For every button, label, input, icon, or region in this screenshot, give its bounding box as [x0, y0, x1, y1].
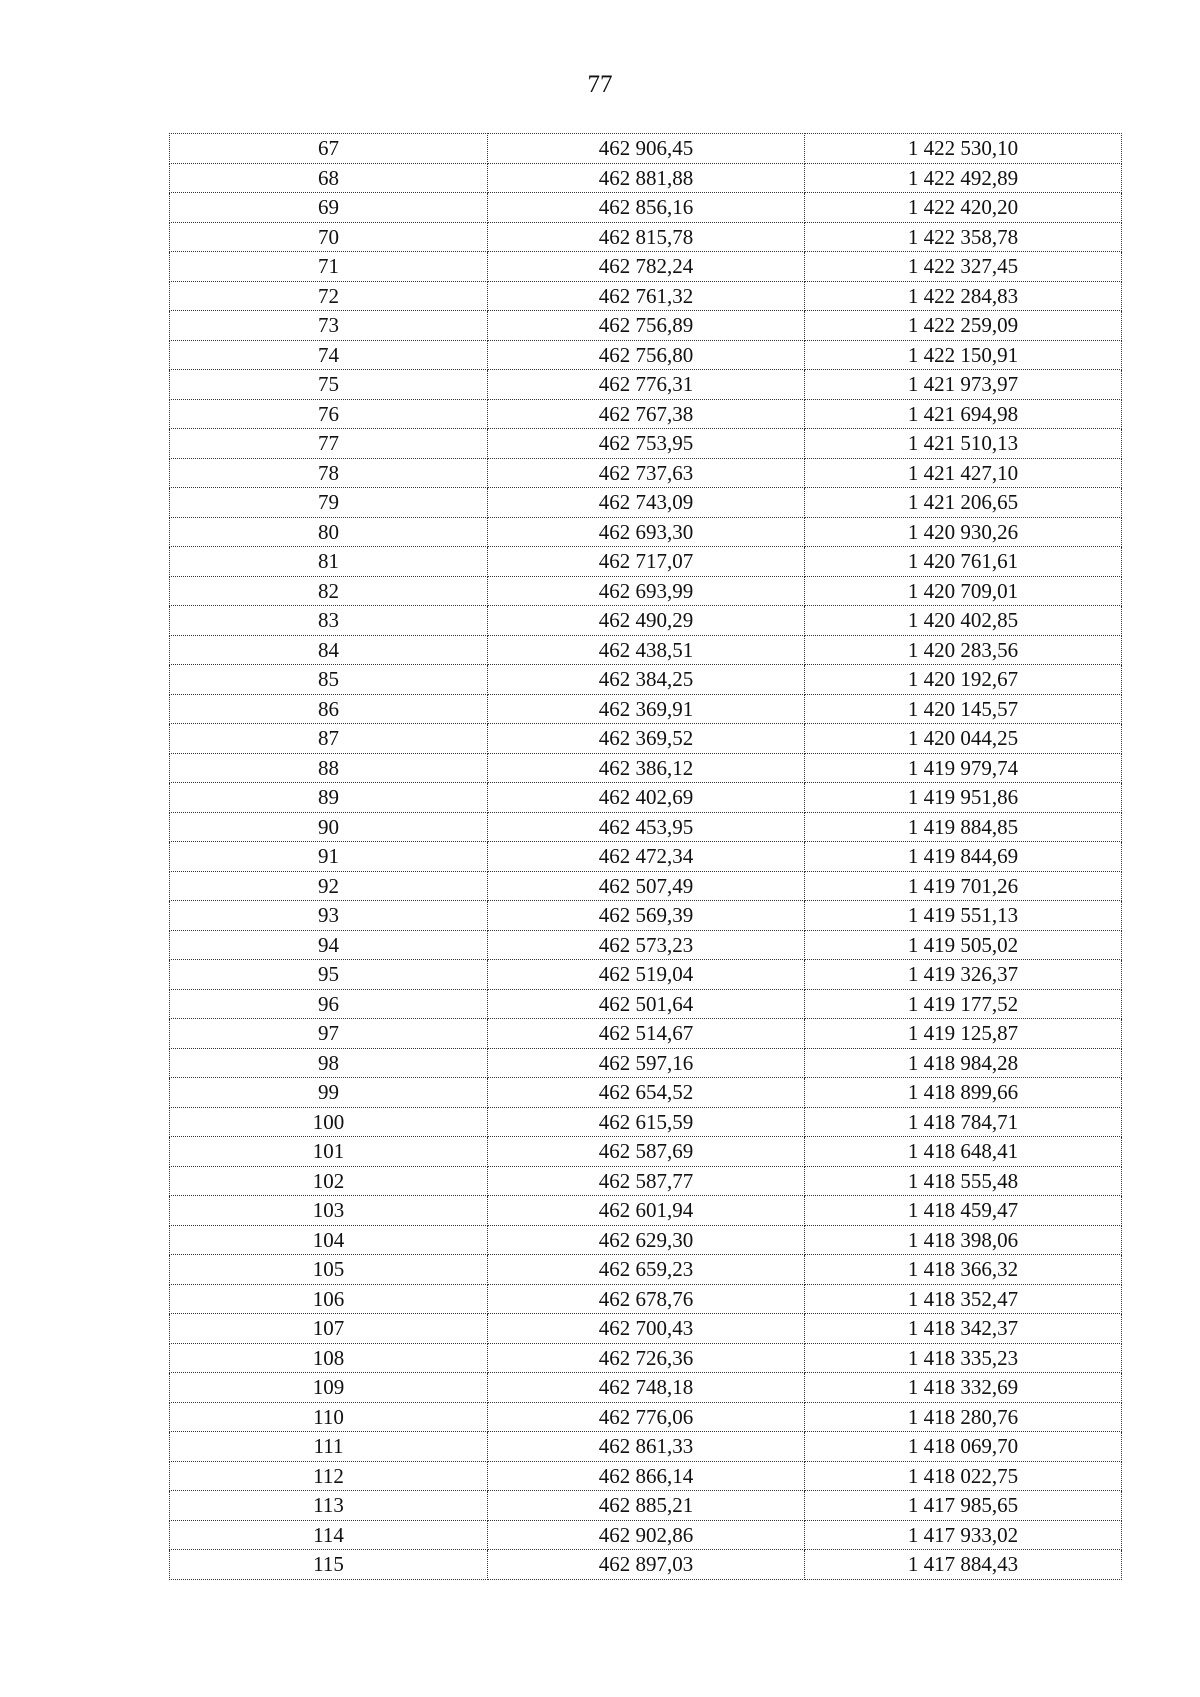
x-coordinate-cell: 462 453,95	[488, 812, 805, 842]
table-row	[170, 665, 1122, 695]
x-coordinate-cell: 462 501,64	[488, 989, 805, 1019]
y-coordinate-cell: 1 419 701,26	[805, 871, 1122, 901]
y-coordinate-cell: 1 421 427,10	[805, 458, 1122, 488]
point-number-cell: 74	[170, 340, 488, 370]
table-row	[170, 812, 1122, 842]
point-number-cell: 93	[170, 901, 488, 931]
point-number-cell: 86	[170, 694, 488, 724]
x-coordinate-cell: 462 384,25	[488, 665, 805, 695]
x-coordinate-cell: 462 782,24	[488, 252, 805, 282]
x-coordinate-cell: 462 856,16	[488, 193, 805, 223]
table-row	[170, 1196, 1122, 1226]
x-coordinate-cell: 462 726,36	[488, 1343, 805, 1373]
y-coordinate-cell: 1 418 335,23	[805, 1343, 1122, 1373]
y-coordinate-cell: 1 420 930,26	[805, 517, 1122, 547]
point-number-cell: 76	[170, 399, 488, 429]
point-number-cell: 88	[170, 753, 488, 783]
table-row	[170, 1078, 1122, 1108]
table-row	[170, 340, 1122, 370]
point-number-cell: 69	[170, 193, 488, 223]
y-coordinate-cell: 1 419 979,74	[805, 753, 1122, 783]
y-coordinate-cell: 1 418 984,28	[805, 1048, 1122, 1078]
table-row	[170, 1314, 1122, 1344]
point-number-cell: 79	[170, 488, 488, 518]
x-coordinate-cell: 462 629,30	[488, 1225, 805, 1255]
y-coordinate-cell: 1 420 402,85	[805, 606, 1122, 636]
point-number-cell: 90	[170, 812, 488, 842]
point-number-cell: 98	[170, 1048, 488, 1078]
table-row	[170, 1166, 1122, 1196]
point-number-cell: 67	[170, 134, 488, 164]
y-coordinate-cell: 1 421 694,98	[805, 399, 1122, 429]
point-number-cell: 115	[170, 1550, 488, 1580]
point-number-cell: 110	[170, 1402, 488, 1432]
point-number-cell: 70	[170, 222, 488, 252]
y-coordinate-cell: 1 420 145,57	[805, 694, 1122, 724]
point-number-cell: 84	[170, 635, 488, 665]
y-coordinate-cell: 1 418 648,41	[805, 1137, 1122, 1167]
point-number-cell: 114	[170, 1520, 488, 1550]
point-number-cell: 100	[170, 1107, 488, 1137]
table-row	[170, 1107, 1122, 1137]
y-coordinate-cell: 1 417 933,02	[805, 1520, 1122, 1550]
table-row	[170, 724, 1122, 754]
point-number-cell: 71	[170, 252, 488, 282]
point-number-cell: 82	[170, 576, 488, 606]
x-coordinate-cell: 462 659,23	[488, 1255, 805, 1285]
x-coordinate-cell: 462 519,04	[488, 960, 805, 990]
y-coordinate-cell: 1 422 150,91	[805, 340, 1122, 370]
x-coordinate-cell: 462 761,32	[488, 281, 805, 311]
y-coordinate-cell: 1 418 784,71	[805, 1107, 1122, 1137]
point-number-cell: 111	[170, 1432, 488, 1462]
x-coordinate-cell: 462 743,09	[488, 488, 805, 518]
point-number-cell: 103	[170, 1196, 488, 1226]
table-row	[170, 1550, 1122, 1580]
y-coordinate-cell: 1 422 284,83	[805, 281, 1122, 311]
point-number-cell: 80	[170, 517, 488, 547]
table-row	[170, 252, 1122, 282]
x-coordinate-cell: 462 756,89	[488, 311, 805, 341]
point-number-cell: 108	[170, 1343, 488, 1373]
table-row	[170, 1255, 1122, 1285]
x-coordinate-cell: 462 756,80	[488, 340, 805, 370]
table-row	[170, 1048, 1122, 1078]
point-number-cell: 91	[170, 842, 488, 872]
x-coordinate-cell: 462 507,49	[488, 871, 805, 901]
page-number: 77	[587, 71, 613, 98]
y-coordinate-cell: 1 419 177,52	[805, 989, 1122, 1019]
x-coordinate-cell: 462 615,59	[488, 1107, 805, 1137]
x-coordinate-cell: 462 885,21	[488, 1491, 805, 1521]
x-coordinate-cell: 462 776,31	[488, 370, 805, 400]
x-coordinate-cell: 462 402,69	[488, 783, 805, 813]
x-coordinate-cell: 462 678,76	[488, 1284, 805, 1314]
y-coordinate-cell: 1 422 358,78	[805, 222, 1122, 252]
y-coordinate-cell: 1 419 326,37	[805, 960, 1122, 990]
table-row	[170, 576, 1122, 606]
point-number-cell: 73	[170, 311, 488, 341]
table-row	[170, 1137, 1122, 1167]
table-row	[170, 222, 1122, 252]
x-coordinate-cell: 462 601,94	[488, 1196, 805, 1226]
point-number-cell: 92	[170, 871, 488, 901]
point-number-cell: 75	[170, 370, 488, 400]
y-coordinate-cell: 1 422 492,89	[805, 163, 1122, 193]
point-number-cell: 68	[170, 163, 488, 193]
x-coordinate-cell: 462 737,63	[488, 458, 805, 488]
y-coordinate-cell: 1 422 530,10	[805, 134, 1122, 164]
table-row	[170, 517, 1122, 547]
table-row	[170, 1225, 1122, 1255]
y-coordinate-cell: 1 418 366,32	[805, 1255, 1122, 1285]
y-coordinate-cell: 1 418 555,48	[805, 1166, 1122, 1196]
table-row	[170, 1491, 1122, 1521]
table-row	[170, 842, 1122, 872]
y-coordinate-cell: 1 419 551,13	[805, 901, 1122, 931]
y-coordinate-cell: 1 420 761,61	[805, 547, 1122, 577]
x-coordinate-cell: 462 776,06	[488, 1402, 805, 1432]
table-row	[170, 370, 1122, 400]
table-row	[170, 871, 1122, 901]
y-coordinate-cell: 1 419 884,85	[805, 812, 1122, 842]
y-coordinate-cell: 1 418 280,76	[805, 1402, 1122, 1432]
y-coordinate-cell: 1 422 420,20	[805, 193, 1122, 223]
table-row	[170, 399, 1122, 429]
y-coordinate-cell: 1 419 125,87	[805, 1019, 1122, 1049]
table-row	[170, 989, 1122, 1019]
table-row	[170, 783, 1122, 813]
y-coordinate-cell: 1 420 709,01	[805, 576, 1122, 606]
y-coordinate-cell: 1 418 069,70	[805, 1432, 1122, 1462]
point-number-cell: 94	[170, 930, 488, 960]
point-number-cell: 109	[170, 1373, 488, 1403]
point-number-cell: 107	[170, 1314, 488, 1344]
x-coordinate-cell: 462 902,86	[488, 1520, 805, 1550]
x-coordinate-cell: 462 597,16	[488, 1048, 805, 1078]
point-number-cell: 95	[170, 960, 488, 990]
point-number-cell: 102	[170, 1166, 488, 1196]
x-coordinate-cell: 462 693,30	[488, 517, 805, 547]
x-coordinate-cell: 462 881,88	[488, 163, 805, 193]
point-number-cell: 78	[170, 458, 488, 488]
y-coordinate-cell: 1 418 899,66	[805, 1078, 1122, 1108]
table-row	[170, 547, 1122, 577]
x-coordinate-cell: 462 700,43	[488, 1314, 805, 1344]
y-coordinate-cell: 1 420 044,25	[805, 724, 1122, 754]
x-coordinate-cell: 462 587,77	[488, 1166, 805, 1196]
y-coordinate-cell: 1 417 985,65	[805, 1491, 1122, 1521]
point-number-cell: 105	[170, 1255, 488, 1285]
x-coordinate-cell: 462 587,69	[488, 1137, 805, 1167]
point-number-cell: 87	[170, 724, 488, 754]
y-coordinate-cell: 1 421 510,13	[805, 429, 1122, 459]
point-number-cell: 101	[170, 1137, 488, 1167]
table-row	[170, 488, 1122, 518]
x-coordinate-cell: 462 815,78	[488, 222, 805, 252]
x-coordinate-cell: 462 717,07	[488, 547, 805, 577]
y-coordinate-cell: 1 421 973,97	[805, 370, 1122, 400]
x-coordinate-cell: 462 654,52	[488, 1078, 805, 1108]
table-row	[170, 930, 1122, 960]
y-coordinate-cell: 1 418 332,69	[805, 1373, 1122, 1403]
point-number-cell: 89	[170, 783, 488, 813]
point-number-cell: 96	[170, 989, 488, 1019]
y-coordinate-cell: 1 422 259,09	[805, 311, 1122, 341]
x-coordinate-cell: 462 386,12	[488, 753, 805, 783]
point-number-cell: 81	[170, 547, 488, 577]
table-row	[170, 134, 1122, 164]
y-coordinate-cell: 1 422 327,45	[805, 252, 1122, 282]
table-row	[170, 901, 1122, 931]
y-coordinate-cell: 1 420 192,67	[805, 665, 1122, 695]
point-number-cell: 106	[170, 1284, 488, 1314]
x-coordinate-cell: 462 753,95	[488, 429, 805, 459]
x-coordinate-cell: 462 369,91	[488, 694, 805, 724]
y-coordinate-cell: 1 418 352,47	[805, 1284, 1122, 1314]
table-row	[170, 458, 1122, 488]
coordinates-table-body	[170, 134, 1122, 1580]
x-coordinate-cell: 462 369,52	[488, 724, 805, 754]
table-row	[170, 193, 1122, 223]
table-row	[170, 1432, 1122, 1462]
point-number-cell: 104	[170, 1225, 488, 1255]
y-coordinate-cell: 1 419 951,86	[805, 783, 1122, 813]
table-row	[170, 635, 1122, 665]
x-coordinate-cell: 462 514,67	[488, 1019, 805, 1049]
table-row	[170, 1373, 1122, 1403]
point-number-cell: 97	[170, 1019, 488, 1049]
y-coordinate-cell: 1 420 283,56	[805, 635, 1122, 665]
x-coordinate-cell: 462 438,51	[488, 635, 805, 665]
table-row	[170, 960, 1122, 990]
x-coordinate-cell: 462 906,45	[488, 134, 805, 164]
y-coordinate-cell: 1 419 844,69	[805, 842, 1122, 872]
y-coordinate-cell: 1 418 398,06	[805, 1225, 1122, 1255]
y-coordinate-cell: 1 421 206,65	[805, 488, 1122, 518]
table-row	[170, 1343, 1122, 1373]
table-row	[170, 1461, 1122, 1491]
x-coordinate-cell: 462 490,29	[488, 606, 805, 636]
table-row	[170, 694, 1122, 724]
y-coordinate-cell: 1 419 505,02	[805, 930, 1122, 960]
table-row	[170, 1019, 1122, 1049]
point-number-cell: 72	[170, 281, 488, 311]
table-row	[170, 1284, 1122, 1314]
table-row	[170, 753, 1122, 783]
point-number-cell: 83	[170, 606, 488, 636]
point-number-cell: 113	[170, 1491, 488, 1521]
x-coordinate-cell: 462 472,34	[488, 842, 805, 872]
x-coordinate-cell: 462 866,14	[488, 1461, 805, 1491]
y-coordinate-cell: 1 418 342,37	[805, 1314, 1122, 1344]
y-coordinate-cell: 1 417 884,43	[805, 1550, 1122, 1580]
x-coordinate-cell: 462 569,39	[488, 901, 805, 931]
table-row	[170, 281, 1122, 311]
x-coordinate-cell: 462 767,38	[488, 399, 805, 429]
y-coordinate-cell: 1 418 022,75	[805, 1461, 1122, 1491]
point-number-cell: 85	[170, 665, 488, 695]
point-number-cell: 112	[170, 1461, 488, 1491]
x-coordinate-cell: 462 897,03	[488, 1550, 805, 1580]
x-coordinate-cell: 462 573,23	[488, 930, 805, 960]
table-row	[170, 429, 1122, 459]
table-row	[170, 606, 1122, 636]
table-row	[170, 1402, 1122, 1432]
table-row	[170, 163, 1122, 193]
table-row	[170, 1520, 1122, 1550]
point-number-cell: 77	[170, 429, 488, 459]
point-number-cell: 99	[170, 1078, 488, 1108]
x-coordinate-cell: 462 861,33	[488, 1432, 805, 1462]
x-coordinate-cell: 462 748,18	[488, 1373, 805, 1403]
table-row	[170, 311, 1122, 341]
y-coordinate-cell: 1 418 459,47	[805, 1196, 1122, 1226]
coordinates-table	[169, 133, 1122, 1580]
x-coordinate-cell: 462 693,99	[488, 576, 805, 606]
